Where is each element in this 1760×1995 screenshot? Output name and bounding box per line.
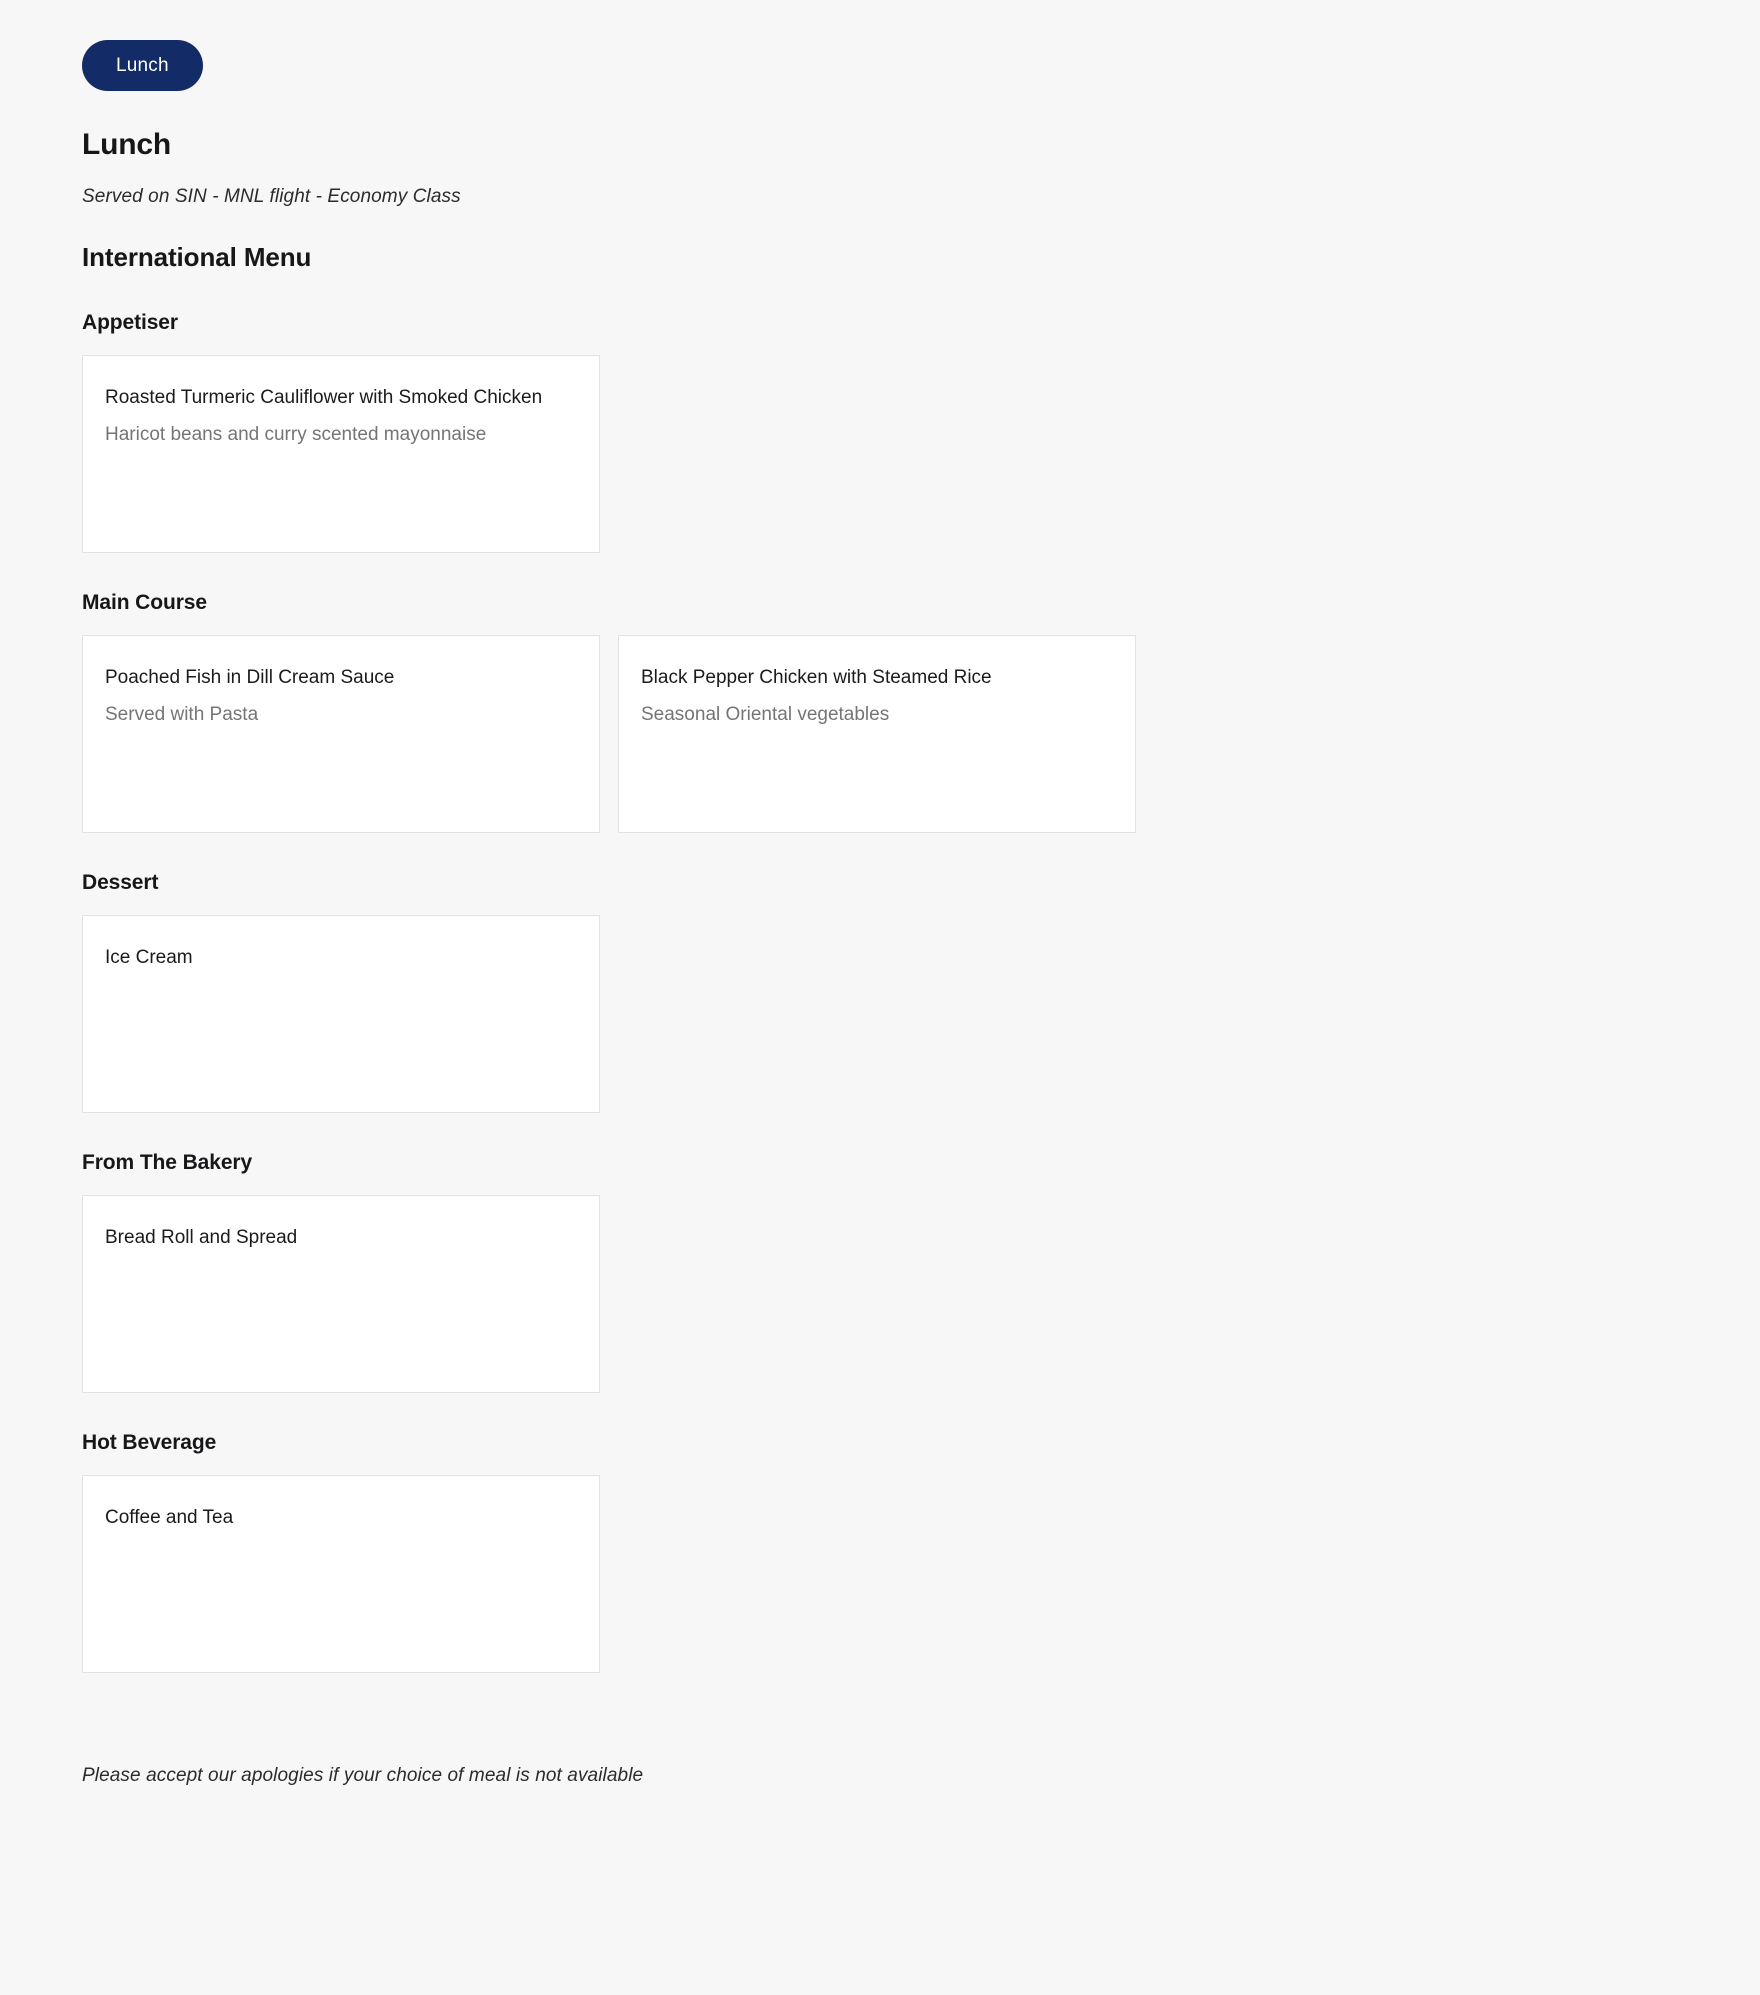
menu-heading: International Menu <box>82 242 312 272</box>
section-cards-dessert <box>82 915 1180 1113</box>
menu-item-card[interactable] <box>82 635 600 833</box>
menu-item-card[interactable] <box>82 1475 600 1673</box>
menu-item-description: Haricot beans and curry scented mayonnaise <box>105 423 487 445</box>
menu-item-card[interactable] <box>82 355 600 553</box>
menu-item-name: Ice Cream <box>105 947 193 968</box>
section-cards-appetiser <box>82 355 1180 553</box>
section-cards-from-the-bakery <box>82 1195 1180 1393</box>
page-title: Lunch <box>82 128 171 161</box>
menu-item-description: Served with Pasta <box>105 703 259 725</box>
served-on-text: Served on SIN - MNL flight - Economy Class <box>82 186 461 207</box>
section-title-appetiser: Appetiser <box>82 311 178 334</box>
lunch-tab-pill[interactable]: Lunch <box>82 40 203 91</box>
section-title-main-course: Main Course <box>82 591 207 614</box>
section-title-hot-beverage: Hot Beverage <box>82 1431 217 1454</box>
menu-item-name: Coffee and Tea <box>105 1507 234 1528</box>
menu-item-name: Poached Fish in Dill Cream Sauce <box>105 667 395 688</box>
menu-item-card[interactable] <box>82 915 600 1113</box>
menu-item-card[interactable] <box>82 1195 600 1393</box>
menu-item-name: Bread Roll and Spread <box>105 1227 298 1248</box>
section-cards-hot-beverage <box>82 1475 1180 1673</box>
menu-item-description: Seasonal Oriental vegetables <box>641 703 890 725</box>
bottom-spacer <box>82 1787 1180 1827</box>
menu-item-name: Black Pepper Chicken with Steamed Rice <box>641 667 992 688</box>
menu-item-name: Roasted Turmeric Cauliflower with Smoked Chicken <box>105 387 543 408</box>
apology-note: Please accept our apologies if your choice of meal is not available <box>82 1765 644 1786</box>
section-title-from-the-bakery: From The Bakery <box>82 1151 253 1174</box>
menu-item-card[interactable] <box>618 635 1136 833</box>
section-title-dessert: Dessert <box>82 871 159 894</box>
section-cards-main-course <box>82 635 1180 833</box>
